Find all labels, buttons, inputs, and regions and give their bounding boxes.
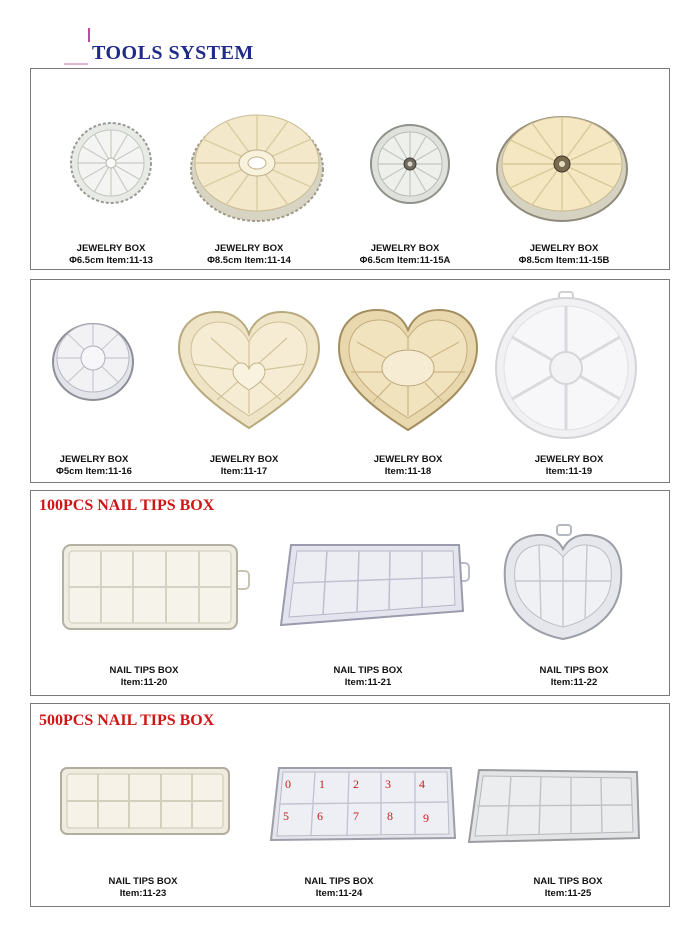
product-name: NAIL TIPS BOX (333, 665, 403, 676)
slot-number: 4 (419, 777, 425, 791)
product-spec: Item:11-20 (120, 677, 168, 688)
round-12-slot-box-icon (369, 123, 451, 205)
caption-11-23 (109, 876, 178, 900)
product-name: NAIL TIPS BOX (304, 876, 374, 887)
caption-11-22 (540, 665, 609, 689)
caption-11-14 (207, 243, 291, 267)
product-image-11-17 (175, 308, 323, 432)
round-12-slot-box-icon (69, 121, 153, 205)
product-spec: Φ8.5cm Item:11-15B (518, 255, 610, 266)
product-name: JEWELRY BOX (373, 454, 443, 465)
rect-10-slot-box-icon (57, 764, 233, 838)
product-image-11-15a (369, 123, 451, 205)
product-name: JEWELRY BOX (209, 454, 279, 465)
product-spec: Item:11-22 (550, 677, 598, 688)
section-jewelry-shaped (30, 279, 670, 483)
product-image-11-20 (59, 541, 251, 633)
section-heading: 500PCS NAIL TIPS BOX (39, 712, 215, 729)
heart-box-icon (175, 308, 323, 432)
product-image-11-24 (267, 764, 459, 844)
caption-11-19 (535, 454, 604, 478)
product-name: JEWELRY BOX (76, 243, 146, 254)
section-heading: 100PCS NAIL TIPS BOX (39, 497, 215, 514)
product-spec: Item:11-21 (344, 677, 392, 688)
product-name: JEWELRY BOX (214, 243, 284, 254)
rect-numbered-box-icon (267, 764, 459, 844)
product-spec: Item:11-19 (545, 466, 593, 477)
product-name: JEWELRY BOX (529, 243, 599, 254)
product-image-11-22 (501, 523, 625, 643)
product-name: JEWELRY BOX (59, 454, 129, 465)
product-name: JEWELRY BOX (370, 243, 440, 254)
slot-number: 0 (285, 777, 291, 791)
caption-11-20 (110, 665, 179, 689)
product-image-11-13 (69, 121, 153, 205)
product-image-11-18 (335, 306, 481, 434)
product-image-11-25 (465, 766, 643, 846)
product-spec: Item:11-25 (544, 888, 592, 899)
rect-10-slot-box-icon (277, 541, 473, 629)
caption-11-16 (56, 454, 132, 478)
caption-11-25 (534, 876, 603, 900)
round-12-slot-box-icon (495, 107, 629, 223)
slot-number: 5 (283, 809, 289, 823)
rect-10-slot-box-icon (465, 766, 643, 846)
product-spec: Φ6.5cm Item:11-13 (69, 255, 153, 266)
product-spec: Φ5cm Item:11-16 (56, 466, 132, 477)
product-image-11-21 (277, 541, 473, 629)
page-title: TOOLS SYSTEM (92, 42, 254, 64)
product-spec: Item:11-18 (384, 466, 432, 477)
caption-11-17 (210, 454, 279, 478)
product-image-11-14 (189, 105, 325, 223)
caption-11-18 (374, 454, 443, 478)
product-spec: Φ6.5cm Item:11-15A (359, 255, 451, 266)
caption-11-15b (519, 243, 610, 267)
slot-number: 6 (317, 809, 323, 823)
product-image-11-23 (57, 764, 233, 838)
section-500pcs-nail-tips (30, 703, 670, 907)
product-image-11-19 (491, 290, 641, 440)
product-spec: Item:11-23 (119, 888, 167, 899)
section-100pcs-nail-tips (30, 490, 670, 696)
caption-11-15a (360, 243, 451, 267)
product-spec: Item:11-17 (220, 466, 268, 477)
rect-10-slot-box-icon (59, 541, 251, 633)
product-name: NAIL TIPS BOX (109, 665, 179, 676)
product-spec: Φ8.5cm Item:11-14 (207, 255, 291, 266)
round-8-slot-box-icon (49, 312, 137, 404)
slot-number: 7 (353, 809, 359, 823)
product-name: NAIL TIPS BOX (539, 665, 609, 676)
slot-number: 2 (353, 777, 359, 791)
slot-number: 3 (385, 777, 391, 791)
slot-number: 9 (423, 811, 429, 825)
section-jewelry-round (30, 68, 670, 270)
product-name: NAIL TIPS BOX (108, 876, 178, 887)
product-name: JEWELRY BOX (534, 454, 604, 465)
round-6-slot-box-icon (491, 290, 641, 440)
product-spec: Item:11-24 (315, 888, 363, 899)
product-image-11-15b (495, 107, 629, 223)
round-12-slot-box-icon (189, 105, 325, 223)
heart-box-icon (335, 306, 481, 434)
product-image-11-16 (49, 312, 137, 404)
caption-11-21 (334, 665, 403, 689)
product-name: NAIL TIPS BOX (533, 876, 603, 887)
heart-tips-box-icon (501, 523, 625, 643)
caption-11-24 (305, 876, 374, 900)
caption-11-13 (69, 243, 153, 267)
title-accent-vertical (88, 28, 90, 42)
slot-number: 8 (387, 809, 393, 823)
slot-number: 1 (319, 777, 325, 791)
title-accent-horizontal (64, 63, 88, 65)
